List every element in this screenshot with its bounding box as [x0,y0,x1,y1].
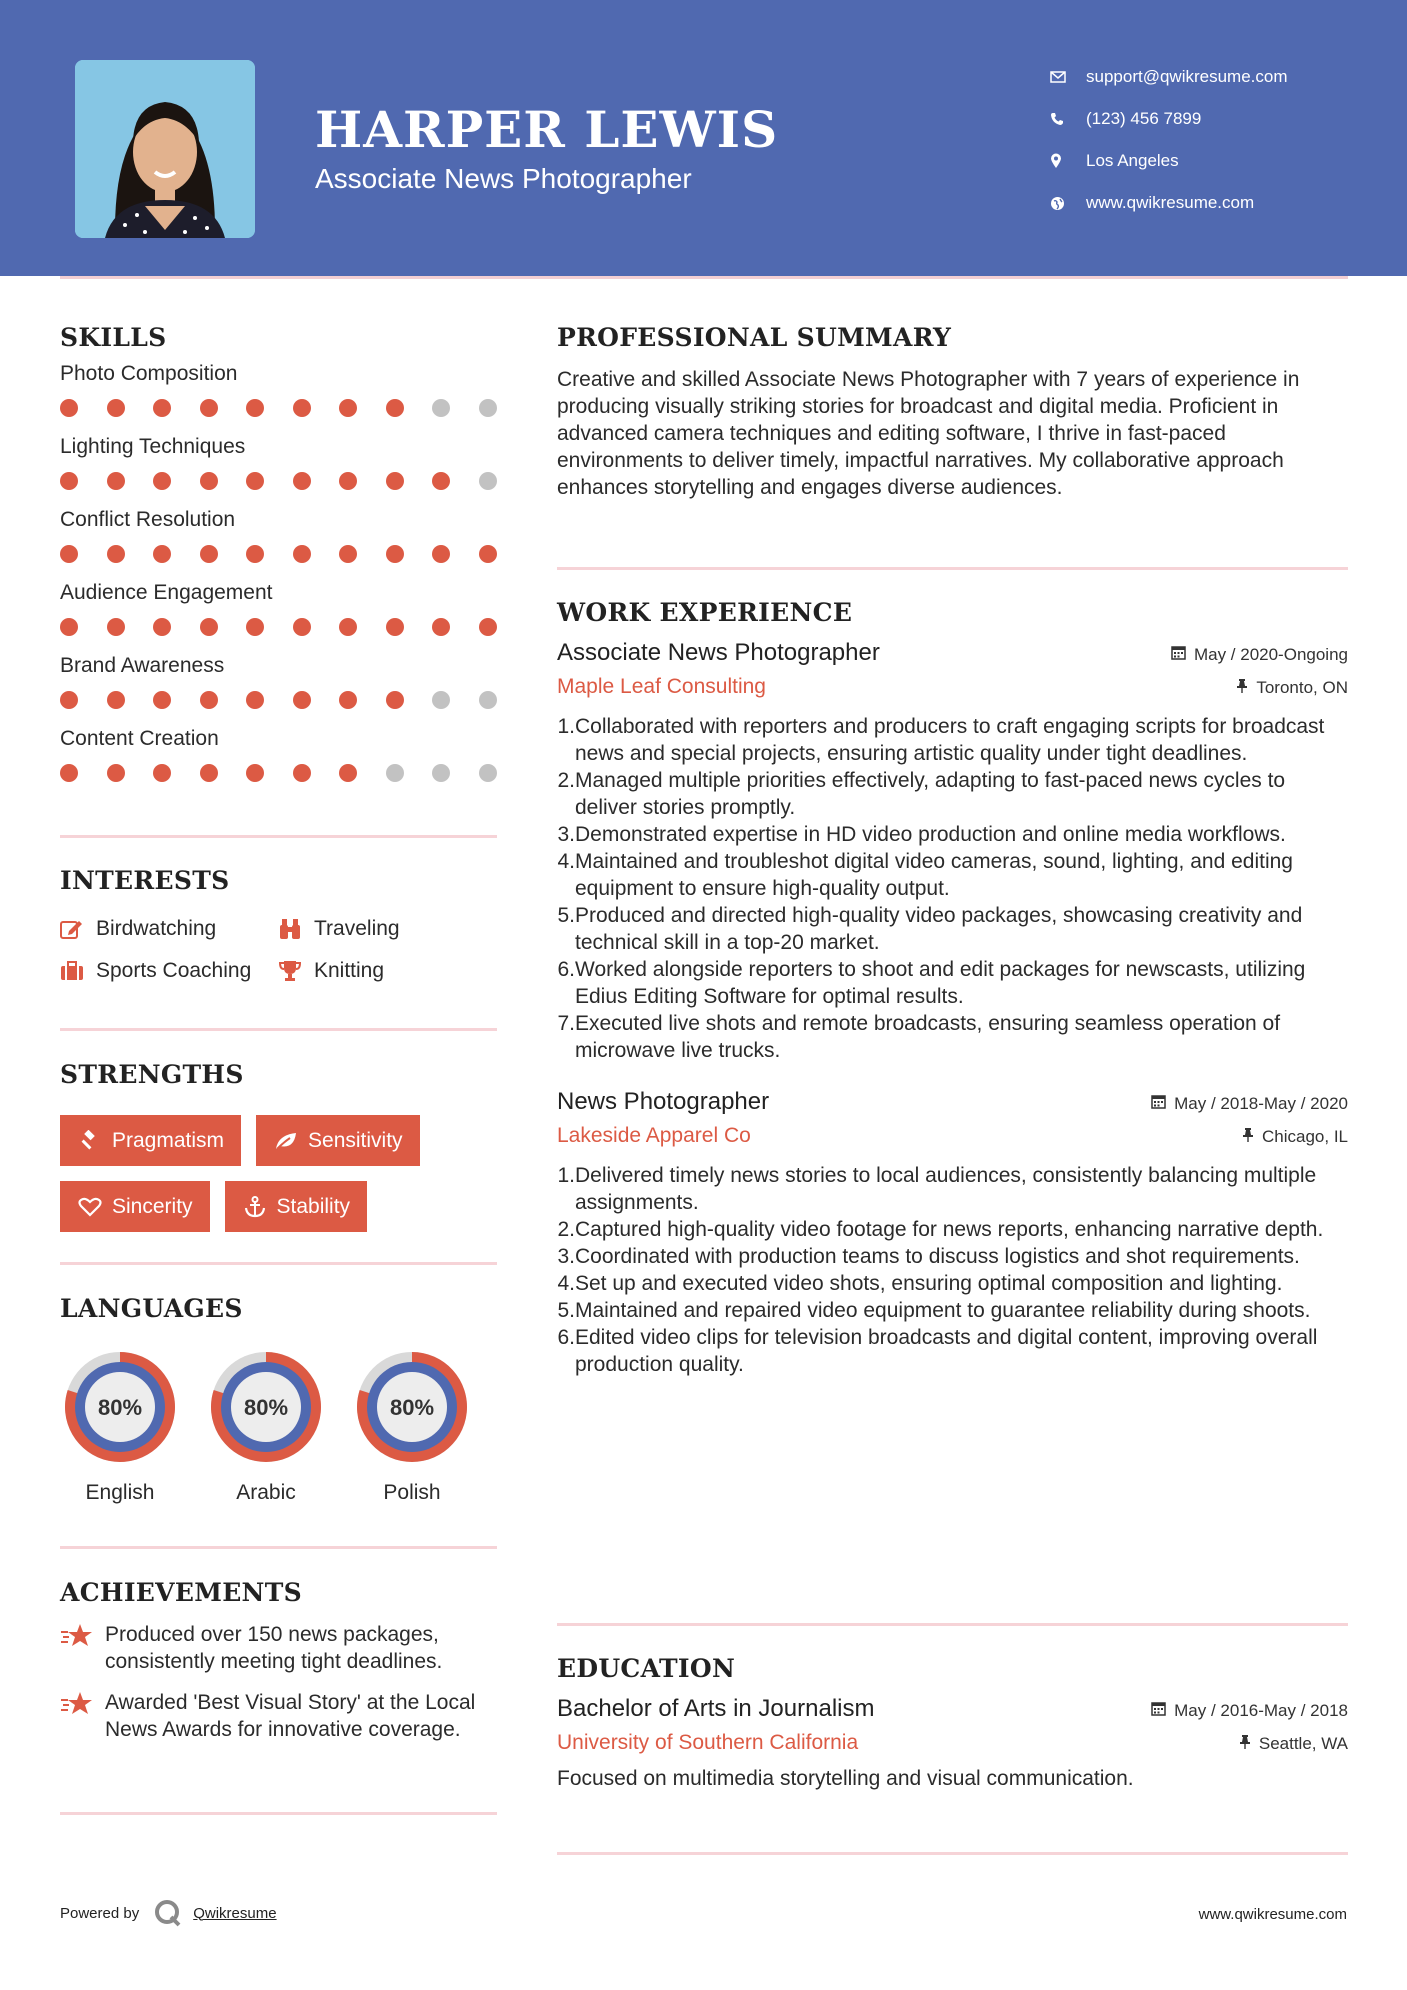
rating-dot-filled [60,764,78,782]
profile-photo [75,60,255,238]
job-location-text: Toronto, ON [1256,678,1348,697]
rating-dot-empty [432,399,450,417]
language-percent: 80% [97,1395,143,1420]
job-location [1236,678,1348,698]
rating-dot-filled [246,764,264,782]
skills-title: SKILLS [60,323,167,352]
interest-item [60,959,278,983]
skill-name: Lighting Techniques [60,435,246,458]
contact-website[interactable] [1050,182,1288,224]
rating-dot-filled [200,545,218,563]
envelope-icon [1050,71,1086,83]
rating-dot-empty [479,764,497,782]
rating-dot-filled [386,545,404,563]
list-item: 6. Worked alongside reporters to shoot and edit packages for newscasts, utilizing Edius Editing Software for optimal results. [557,958,1306,1008]
rating-dot-filled [60,399,78,417]
powered-by-text: Powered by [60,1904,140,1922]
globe-icon [1050,196,1086,211]
rating-dot-filled [293,764,311,782]
job-title: Associate News Photographer [557,639,880,666]
interest-label: Birdwatching [96,917,217,940]
rating-dot-filled [386,618,404,636]
header-divider [60,276,1348,279]
skill-item [60,508,497,581]
rating-dot-filled [293,472,311,490]
skill-name: Conflict Resolution [60,508,236,531]
job-dates-text: May / 2018-May / 2020 [1174,1094,1348,1113]
section-divider [557,567,1348,570]
rating-dot-filled [107,399,125,417]
summary-title: PROFESSIONAL SUMMARY [557,323,952,352]
job-title: News Photographer [557,1088,770,1115]
company-name: Lakeside Apparel Co [557,1124,751,1147]
contact-email[interactable] [1050,56,1288,98]
list-item: 2. Captured high-quality video footage for news reports, enhancing narrative depth. [557,1218,1324,1241]
rating-dot-filled [479,618,497,636]
heart-icon [72,1197,108,1217]
language-percent: 80% [243,1395,289,1420]
interest-label: Sports Coaching [96,959,252,982]
language-gauge [352,1347,472,1467]
list-item: 3. Coordinated with production teams to discuss logistics and shot requirements. [557,1245,1300,1268]
summary-text: Creative and skilled Associate News Photographer with 7 years of experience in producing visually striking stories for broadcast and digital media. Proficient in advanced camera techniques and editing software, I thrive in fast-paced environments to deliver timely, impactful narratives. My collaborative approach enhances storytelling and engages diverse audiences. [557,368,1300,499]
list-item: 7. Executed live shots and remote broadcasts, ensuring seamless operation of microwave live trucks. [557,1012,1281,1062]
section-divider [557,1623,1348,1626]
rating-dot-filled [246,691,264,709]
calendar-icon [1171,645,1186,665]
section-divider [60,1028,497,1031]
calendar-icon [1151,1094,1166,1114]
rating-dot-filled [479,545,497,563]
language-gauge [206,1347,326,1467]
strength-tag [225,1181,368,1232]
skill-rating [60,395,497,417]
strengths-title: STRENGTHS [60,1060,244,1089]
rating-dot-filled [339,691,357,709]
rating-dot-filled [432,618,450,636]
skill-item [60,581,497,654]
rating-dot-filled [432,472,450,490]
briefcase-icon [60,961,96,981]
rating-dot-empty [479,472,497,490]
rating-dot-filled [107,764,125,782]
contact-phone-text: (123) 456 7899 [1086,109,1202,128]
skill-name: Photo Composition [60,362,238,385]
rating-dot-filled [246,618,264,636]
rating-dot-filled [153,691,171,709]
section-divider [60,835,497,838]
skill-item [60,727,497,800]
achievement-text: Awarded 'Best Visual Story' at the Local News Awards for innovative coverage. [105,1691,476,1741]
qwikresume-link[interactable]: Qwikresume [193,1904,277,1922]
strength-label: Sincerity [112,1194,193,1218]
contact-website-text: www.qwikresume.com [1086,193,1255,212]
binoculars-icon [278,918,314,940]
interests-section [60,866,497,983]
leaf-icon [268,1131,304,1151]
skill-rating [60,614,497,636]
experience-title: WORK EXPERIENCE [557,598,853,627]
strengths-section [60,1060,497,1232]
strength-label: Stability [276,1194,351,1218]
language-name: English [85,1481,155,1504]
rating-dot-empty [386,764,404,782]
school-name: University of Southern California [557,1731,859,1754]
education-dates-text: May / 2016-May / 2018 [1174,1701,1348,1720]
job-location [1242,1127,1348,1147]
rating-dot-empty [479,691,497,709]
list-item: 4. Maintained and troubleshot digital video cameras, sound, lighting, and editing equipment to ensure high-quality output. [557,850,1293,900]
language-item [206,1347,326,1505]
rating-dot-filled [339,399,357,417]
rating-dot-filled [246,472,264,490]
section-divider [557,1852,1348,1855]
list-item: 4. Set up and executed video shots, ensuring optimal composition and lighting. [557,1272,1283,1295]
footer-branding [60,1898,277,1928]
anchor-icon [237,1196,273,1218]
skill-rating [60,687,497,709]
list-item: 3. Demonstrated expertise in HD video production and online media workflows. [557,823,1286,846]
skill-rating [60,468,497,490]
contact-list [1050,56,1288,224]
rating-dot-filled [200,472,218,490]
skill-item [60,362,497,435]
rating-dot-empty [479,399,497,417]
language-percent: 80% [389,1395,435,1420]
list-item: 1. Delivered timely news stories to local audiences, consistently balancing multiple assignments. [557,1164,1317,1214]
phone-icon [1050,112,1086,126]
star-icon [60,1689,105,1743]
skill-rating [60,760,497,782]
education-section [557,1654,1348,1791]
rating-dot-filled [107,618,125,636]
trophy-icon [278,960,314,982]
job-bullets [557,713,1348,1064]
job-bullets [557,1162,1348,1378]
skill-item [60,435,497,508]
strength-label: Pragmatism [112,1128,225,1152]
star-icon [60,1621,105,1675]
job-dates [1151,1094,1348,1114]
rating-dot-filled [339,472,357,490]
contact-location [1050,140,1288,182]
job-dates-text: May / 2020-Ongoing [1193,645,1348,664]
section-divider [60,1812,497,1815]
language-item [352,1347,472,1505]
strength-tag [60,1181,210,1232]
skill-item [60,654,497,727]
footer-url[interactable]: www.qwikresume.com [1198,1906,1347,1923]
degree-title: Bachelor of Arts in Journalism [557,1695,875,1722]
language-item [60,1347,180,1505]
contact-email-text: support@qwikresume.com [1086,67,1288,86]
rating-dot-filled [339,764,357,782]
education-description: Focused on multimedia storytelling and visual communication. [557,1767,1134,1790]
rating-dot-filled [60,618,78,636]
rating-dot-filled [200,691,218,709]
interest-item [278,959,498,983]
pushpin-icon [1236,678,1248,698]
education-title: EDUCATION [557,1654,736,1683]
language-name: Arabic [236,1481,296,1504]
resume-header [0,0,1407,276]
list-item: 6. Edited video clips for television broadcasts and digital content, improving overall production quality. [557,1326,1318,1376]
achievements-section [60,1578,497,1757]
achievements-title: ACHIEVEMENTS [60,1578,302,1607]
job-dates [1171,645,1348,665]
list-item: 2. Managed multiple priorities effectively, adapting to fast-paced news cycles to deliver stories promptly. [557,769,1286,819]
interest-label: Knitting [314,959,385,982]
skill-rating [60,541,497,563]
rating-dot-filled [246,545,264,563]
achievement-text: Produced over 150 news packages, consistently meeting tight deadlines. [105,1623,443,1673]
strength-tag [256,1115,420,1166]
job-location-text: Chicago, IL [1262,1127,1348,1146]
rating-dot-filled [339,618,357,636]
rating-dot-filled [153,618,171,636]
rating-dot-filled [200,399,218,417]
interest-item [60,917,278,941]
rating-dot-filled [153,399,171,417]
rating-dot-filled [107,472,125,490]
rating-dot-filled [153,472,171,490]
strength-label: Sensitivity [308,1128,403,1152]
rating-dot-filled [293,618,311,636]
pencil-icon [60,918,96,940]
rating-dot-filled [153,764,171,782]
interest-label: Traveling [314,917,400,940]
rating-dot-empty [432,764,450,782]
education-location-text: Seattle, WA [1258,1734,1348,1753]
skill-name: Brand Awareness [60,654,225,677]
achievement-item [60,1621,497,1675]
contact-location-text: Los Angeles [1086,151,1179,170]
rating-dot-empty [432,691,450,709]
pushpin-icon [1242,1127,1254,1147]
interest-item [278,917,498,941]
skill-name: Content Creation [60,727,219,750]
language-gauge [60,1347,180,1467]
language-name: Polish [383,1481,441,1504]
experience-section [557,598,1348,1378]
strength-tag [60,1115,241,1166]
summary-section [557,323,1348,501]
rating-dot-filled [60,472,78,490]
rating-dot-filled [339,545,357,563]
rating-dot-filled [293,399,311,417]
candidate-name: HARPER LEWIS [315,100,779,159]
company-name: Maple Leaf Consulting [557,675,766,698]
education-dates [1151,1701,1348,1721]
rating-dot-filled [60,691,78,709]
candidate-role: Associate News Photographer [315,163,692,194]
skills-section [60,323,497,800]
languages-title: LANGUAGES [60,1294,243,1323]
rating-dot-filled [386,691,404,709]
interests-title: INTERESTS [60,866,230,895]
contact-phone[interactable] [1050,98,1288,140]
rating-dot-filled [432,545,450,563]
list-item: 5. Maintained and repaired video equipment to guarantee reliability during shoots. [557,1299,1311,1322]
achievement-item [60,1689,497,1743]
skill-name: Audience Engagement [60,581,273,604]
education-location [1239,1734,1348,1754]
rating-dot-filled [200,764,218,782]
section-divider [60,1262,497,1265]
qwikresume-logo-icon [153,1898,183,1928]
rating-dot-filled [293,691,311,709]
rating-dot-filled [107,691,125,709]
rating-dot-filled [386,472,404,490]
rating-dot-filled [293,545,311,563]
languages-section [60,1294,497,1505]
rating-dot-filled [107,545,125,563]
map-pin-icon [1050,153,1086,169]
section-divider [60,1546,497,1549]
rating-dot-filled [153,545,171,563]
pushpin-icon [1239,1734,1251,1754]
rating-dot-filled [200,618,218,636]
gavel-icon [72,1130,108,1152]
calendar-icon [1151,1701,1166,1721]
list-item: 5. Produced and directed high-quality video packages, showcasing creativity and technical skill in a top-20 market. [557,904,1303,954]
rating-dot-filled [60,545,78,563]
job-entry [557,1088,1348,1378]
job-entry [557,639,1348,1064]
rating-dot-filled [246,399,264,417]
list-item: 1. Collaborated with reporters and producers to craft engaging scripts for broadcast news and special projects, ensuring artistic quality under tight deadlines. [557,715,1325,765]
rating-dot-filled [386,399,404,417]
